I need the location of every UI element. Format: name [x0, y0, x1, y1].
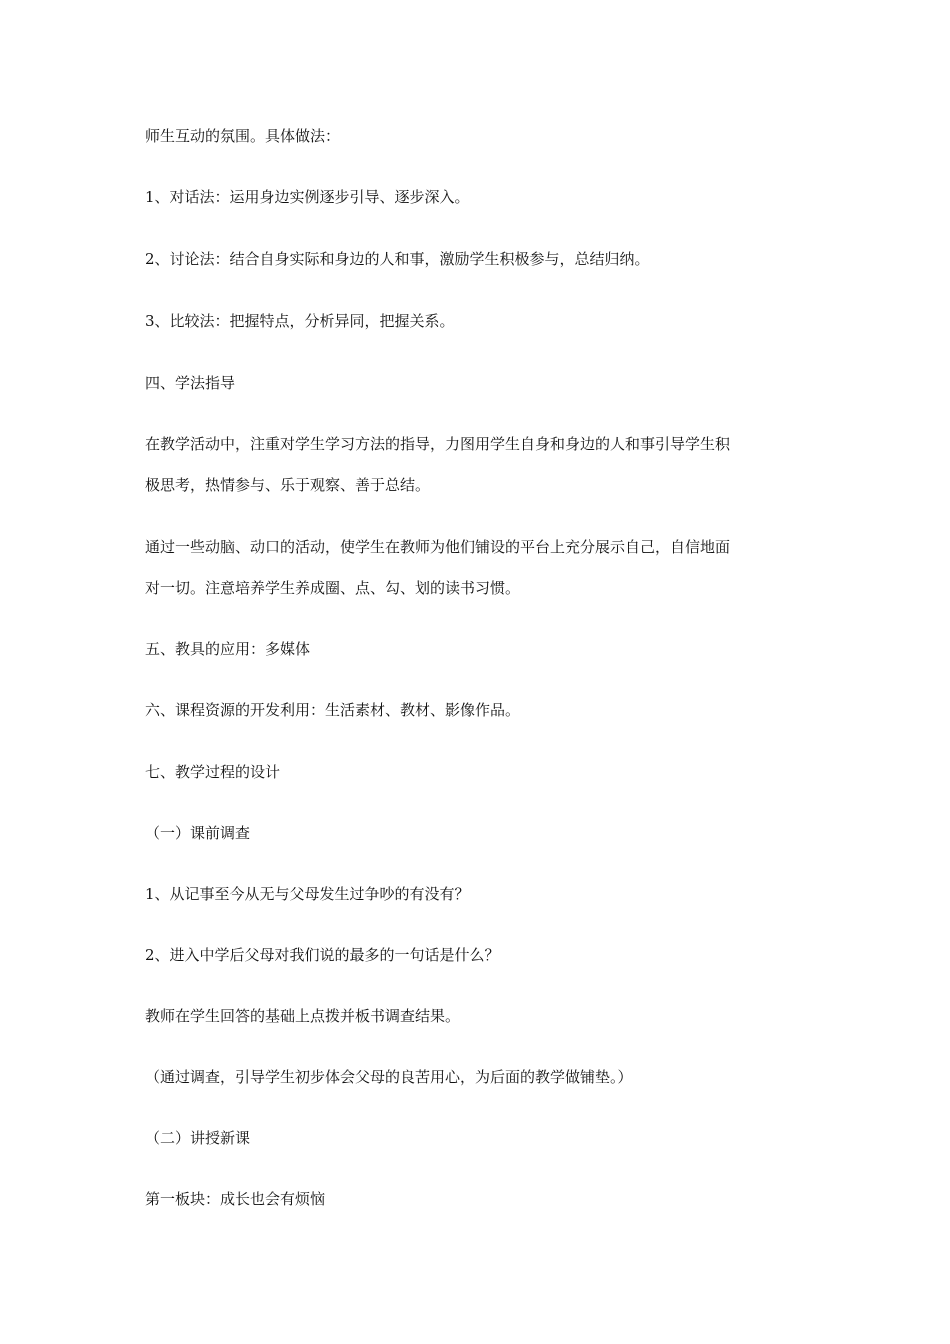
- text-line: 极思考，热情参与、乐于观察、善于总结。: [145, 476, 431, 494]
- text-line: 对一切。注意培养学生养成圈、点、勾、划的读书习惯。: [145, 579, 521, 597]
- text-line: 2、讨论法：结合自身实际和身边的人和事，激励学生积极参与，总结归纳。: [145, 250, 650, 268]
- section-heading: 六、课程资源的开发利用：生活素材、教材、影像作品。: [145, 701, 521, 719]
- text-line: 师生互动的氛围。具体做法：: [145, 127, 341, 145]
- text-line: 2、进入中学后父母对我们说的最多的一句话是什么？: [145, 946, 500, 964]
- text-line: 1、对话法：运用身边实例逐步引导、逐步深入。: [145, 188, 470, 206]
- subsection-heading: （一）课前调查: [145, 824, 251, 842]
- text-line: 1、从记事至今从无与父母发生过争吵的有没有？: [145, 885, 470, 903]
- text-line: 3、比较法：把握特点，分析异同，把握关系。: [145, 312, 455, 330]
- subsection-heading: （二）讲授新课: [145, 1129, 251, 1147]
- text-line: 通过一些动脑、动口的活动，使学生在教师为他们铺设的平台上充分展示自己，自信地面: [145, 538, 731, 556]
- section-heading: 五、教具的应用：多媒体: [145, 640, 311, 658]
- text-line: 在教学活动中，注重对学生学习方法的指导，力图用学生自身和身边的人和事引导学生积: [145, 435, 731, 453]
- section-heading: 四、学法指导: [145, 374, 236, 392]
- text-line: （通过调查，引导学生初步体会父母的良苦用心，为后面的教学做铺垫。）: [145, 1068, 633, 1086]
- text-line: 教师在学生回答的基础上点拨并板书调查结果。: [145, 1007, 461, 1025]
- text-line: 第一板块：成长也会有烦恼: [145, 1190, 326, 1208]
- section-heading: 七、教学过程的设计: [145, 763, 281, 781]
